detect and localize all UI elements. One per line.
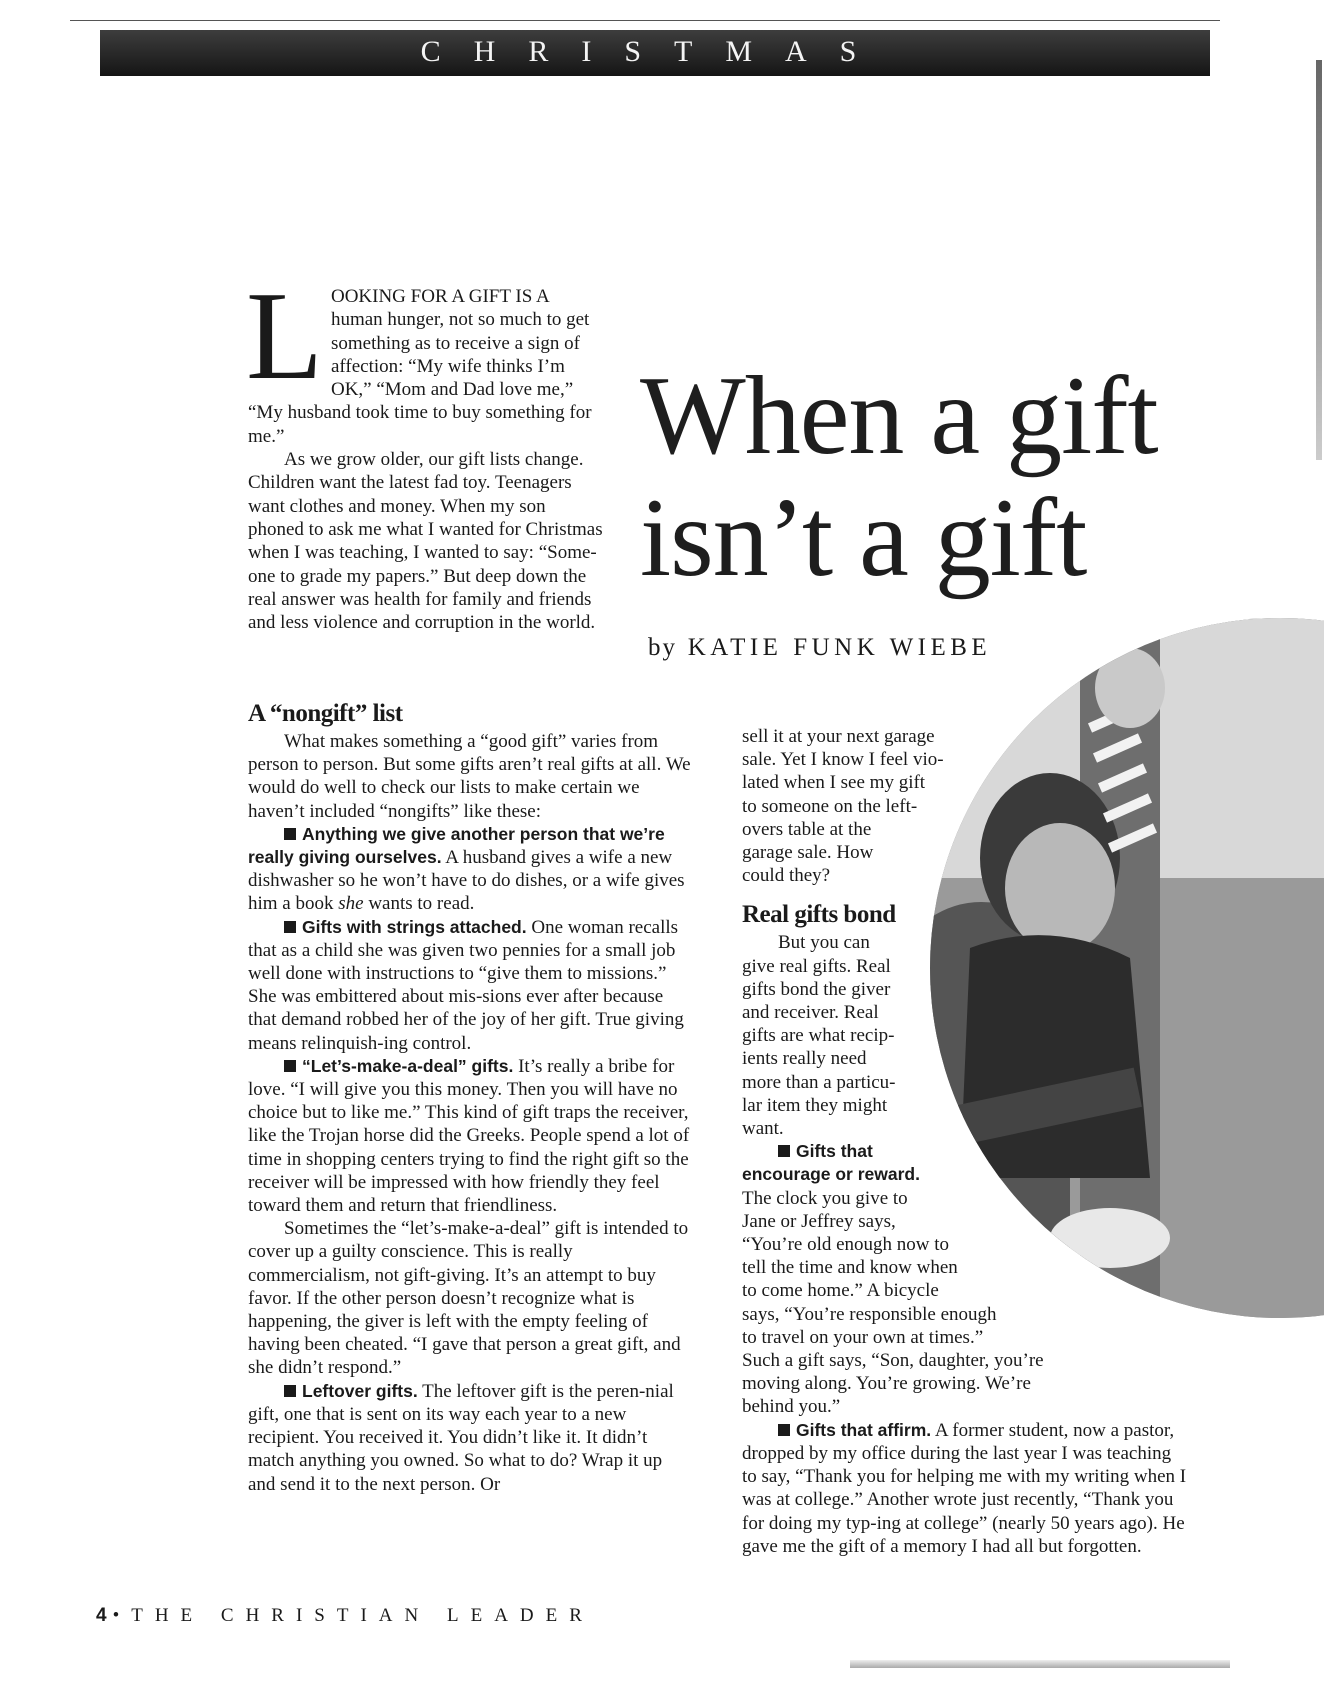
text-line: lated when I see my gift [742, 772, 926, 794]
top-rule [70, 20, 1220, 21]
item-giving-ourselves [248, 823, 694, 916]
headline-block [640, 355, 1158, 599]
item-head: Gifts that affirm. [796, 1419, 932, 1440]
item-head-text: Gifts that [796, 1141, 873, 1162]
intro-paragraph-2: As we grow older, our gift lists change. Children want the latest fad toy. Teenagers want clothes and money. When my son phoned to ask me what I wanted for Christmas when I was teaching, I wanted to say: “Some-one to grade my papers.” But deep down the real answer was health for family and friends and less violence and corruption in the world. [248, 449, 603, 634]
byline-prefix: by [648, 634, 677, 661]
text-line: and receiver. Real [742, 1002, 879, 1024]
item-strings-attached [248, 916, 694, 1055]
text-line: But you can [778, 932, 870, 954]
item-head: Leftover gifts. [302, 1380, 418, 1401]
drop-cap: L [246, 267, 323, 406]
item-make-a-deal [248, 1055, 694, 1217]
bullet-square-icon [284, 828, 296, 840]
text-line: could they? [742, 865, 831, 887]
item-head: Anything we give another person that we’re really giving ourselves. [248, 823, 665, 868]
item-head: “Let’s-make-a-deal” gifts. [302, 1055, 514, 1076]
bullet-square-icon [284, 1060, 296, 1072]
continuation-paragraph [742, 725, 1202, 887]
subhead-real-gifts-bond: Real gifts bond [742, 901, 896, 929]
intro-paragraph-1-text: human hunger, not so much to get something as to receive a sign of affection: “My wife thinks I’m OK,” “Mom and Dad love me,” “My husband took time to buy something for me.” [248, 309, 592, 447]
paragraph-nongift-intro: What makes something a “good gift” varies from person to person. But some gifts aren’t real gifts at all. We would do well to check our lists to make certain we haven’t included “nongifts” like these: [248, 731, 691, 822]
page-edge-shadow [1316, 60, 1322, 460]
text-line: give real gifts. Real [742, 955, 891, 977]
text-line: garage sale. How [742, 842, 874, 864]
bullet-square-icon [778, 1424, 790, 1436]
text-line: says, “You’re responsible enough [742, 1303, 997, 1325]
text-line: overs table at the [742, 818, 872, 840]
text-line: lar item they might [742, 1094, 888, 1116]
text-line: more than a particu- [742, 1071, 896, 1093]
text-line: to someone on the left- [742, 795, 918, 817]
item-emphasis: she [338, 893, 364, 915]
text-line: Jane or Jeffrey says, [742, 1210, 896, 1232]
bullet-square-icon [778, 1145, 790, 1157]
right-column [742, 725, 1202, 1558]
bottom-rule [850, 1660, 1230, 1668]
footer-separator: • [112, 1605, 132, 1626]
headline-line-1: When a gift [640, 354, 1158, 478]
byline-author: KATIE FUNK WIEBE [687, 634, 992, 661]
text-line: moving along. You’re growing. We’re [742, 1373, 1031, 1395]
intro-paragraph-1 [246, 267, 604, 448]
item-text: A husband gives a wife a new dishwasher so he won’t have to do dishes, or a wife gives him a book [248, 847, 685, 915]
lead-caps: OOKING FOR A GIFT IS A [330, 286, 549, 307]
page-footer [96, 1605, 594, 1627]
text-line: sell it at your next garage [742, 726, 935, 747]
text-line: tell the time and know when [742, 1257, 958, 1279]
text-line: behind you.” [742, 1396, 841, 1418]
item-text: One woman recalls that as a child she was given two pennies for a small job well done with instructions to “give them to missions.” She was embittered about mis-sions ever after because that demand robbed her of the joy of her gift. True giving means relinquish-ing control. [248, 916, 684, 1054]
item-tail: wants to read. [368, 893, 475, 915]
item-text: The leftover gift is the peren-nial gift, one that is sent on its way each year to a new recipient. You received it. You didn’t like it. It didn’t match anything you owned. So what to do? Wrap it up and send it to the next person. Or [248, 1380, 674, 1495]
item-head-line: encourage or reward. [742, 1164, 920, 1185]
item-leftover-gifts [248, 1380, 694, 1496]
text-line: to come home.” A bicycle [742, 1280, 939, 1302]
item-encourage-or-reward [742, 1140, 1202, 1418]
section-banner: CHRISTMAS [100, 30, 1210, 76]
bullet-square-icon [284, 1385, 296, 1397]
text-line: sale. Yet I know I feel vio- [742, 749, 944, 771]
bullet-square-icon [284, 921, 296, 933]
text-line: ients really need [742, 1048, 867, 1070]
text-line: gifts are what recip- [742, 1025, 895, 1047]
paragraph-make-a-deal-2: Sometimes the “let’s-make-a-deal” gift is intended to cover up a guilty conscience. This is really commercialism, not gift-giving. It’s an attempt to buy favor. If the other person doesn’t recognize what is happening, the giver is left with the empty feeling of having been cheated. “I gave that person a great gift, and she didn’t respond.” [248, 1218, 689, 1379]
page-number: 4 [96, 1605, 113, 1626]
text-line: Such a gift says, “Son, daughter, you’re [742, 1350, 1044, 1372]
item-gifts-that-affirm [742, 1419, 1190, 1558]
item-text: A former student, now a pastor, dropped by my office during the last year I was teaching to say, “Thank you for helping me with my writing when I was at college.” Another wrote just recently, “Thank you for doing my typ-ing at college” (nearly 50 years ago). He gave me the gift of a memory I had all but forgotten. [742, 1419, 1187, 1557]
main-column [248, 700, 694, 1496]
publication-name: THE CHRISTIAN LEADER [131, 1605, 594, 1626]
intro-column [246, 267, 604, 634]
text-line: The clock you give to [742, 1187, 908, 1209]
text-line: gifts bond the giver [742, 978, 891, 1000]
text-line: “You’re old enough now to [742, 1234, 950, 1256]
byline [648, 634, 991, 662]
item-head: Gifts with strings attached. [302, 916, 527, 937]
subhead-nongift-list: A “nongift” list [248, 700, 403, 727]
headline-line-2: isn’t a gift [640, 476, 1087, 600]
item-text: It’s really a bribe for love. “I will give you this money. Then you will have no choice but to like me.” This kind of gift traps the receiver, like the Trojan horse did the Greeks. People spend a lot of time in shopping centers trying to find the right gift so the receiver will be impressed with how friendly they feel toward them and return that friendliness. [248, 1055, 690, 1217]
text-line: to travel on your own at times.” [742, 1326, 984, 1348]
item-head-line [742, 1140, 1202, 1163]
paragraph-real-gifts [742, 931, 1202, 1140]
text-line: want. [742, 1118, 784, 1140]
